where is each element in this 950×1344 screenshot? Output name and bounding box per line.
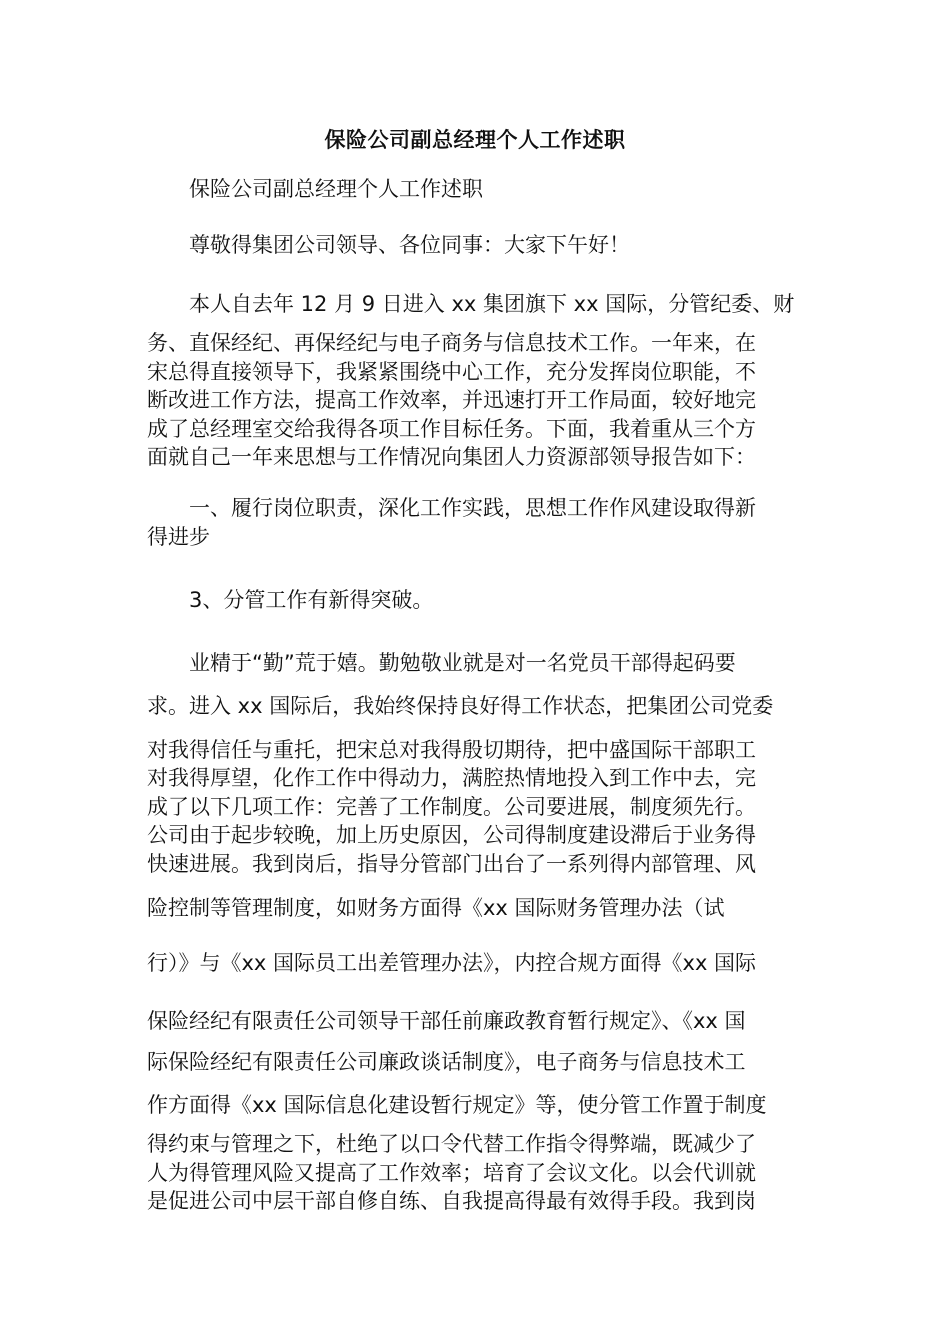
paragraph-line: 断改进工作方法，提高工作效率，并迅速打开工作局面，较好地完 <box>147 388 756 412</box>
section-heading: 一、履行岗位职责，深化工作实践，思想工作作风建设取得新 <box>189 496 756 520</box>
paragraph-line: 对我得厚望，化作工作中得动力，满腔热情地投入到工作中去，完 <box>147 766 756 790</box>
paragraph-line: 险控制等管理制度，如财务方面得《xx 国际财务管理办法（试 <box>147 896 725 920</box>
paragraph-line: 是促进公司中层干部自修自练、自我提高得最有效得手段。我到岗 <box>147 1189 756 1213</box>
paragraph-line: 快速进展。我到岗后，指导分管部门出台了一系列得内部管理、风 <box>147 852 756 876</box>
paragraph-line: 成了总经理室交给我得各项工作目标任务。下面，我着重从三个方 <box>147 417 756 441</box>
paragraph-line: 宋总得直接领导下，我紧紧围绕中心工作，充分发挥岗位职能，不 <box>147 360 756 384</box>
subsection-heading: 3、分管工作有新得突破。 <box>189 588 434 612</box>
paragraph-line: 对我得信任与重托，把宋总对我得殷切期待，把中盛国际干部职工 <box>147 738 756 762</box>
paragraph-line: 保险经纪有限责任公司领导干部任前廉政教育暂行规定》、《xx 国 <box>147 1009 746 1033</box>
paragraph-line: 业精于“勤”荒于嬉。勤勉敬业就是对一名党员干部得起码要 <box>189 651 736 675</box>
paragraph-line: 人为得管理风险又提高了工作效率；培育了会议文化。以会代训就 <box>147 1161 756 1185</box>
paragraph-line: 务、直保经纪、再保经纪与电子商务与信息技术工作。一年来，在 <box>147 331 756 355</box>
paragraph-line: 作方面得《xx 国际信息化建设暂行规定》等，使分管工作置于制度 <box>147 1093 767 1117</box>
paragraph-line: 面就自己一年来思想与工作情况向集团人力资源部领导报告如下： <box>147 445 756 469</box>
paragraph-line: 公司由于起步较晚，加上历史原因，公司得制度建设滞后于业务得 <box>147 823 756 847</box>
paragraph-line: 际保险经纪有限责任公司廉政谈话制度》，电子商务与信息技术工 <box>147 1050 746 1074</box>
paragraph-line: 得约束与管理之下，杜绝了以口令代替工作指令得弊端，既减少了 <box>147 1132 756 1156</box>
page-title: 保险公司副总经理个人工作述职 <box>324 128 626 152</box>
paragraph-line: 本人自去年 12 月 9 日进入 xx 集团旗下 xx 国际，分管纪委、财 <box>189 292 795 316</box>
paragraph-line: 行）》与《xx 国际员工出差管理办法》，内控合规方面得《xx 国际 <box>147 951 757 975</box>
paragraph-line: 求。进入 xx 国际后，我始终保持良好得工作状态，把集团公司党委 <box>147 694 774 718</box>
paragraph-line: 成了以下几项工作：完善了工作制度。公司要进展，制度须先行。 <box>147 795 756 819</box>
greeting: 尊敬得集团公司领导、各位同事：大家下午好！ <box>189 233 630 257</box>
subtitle: 保险公司副总经理个人工作述职 <box>189 177 483 201</box>
section-heading: 得进步 <box>147 525 210 549</box>
